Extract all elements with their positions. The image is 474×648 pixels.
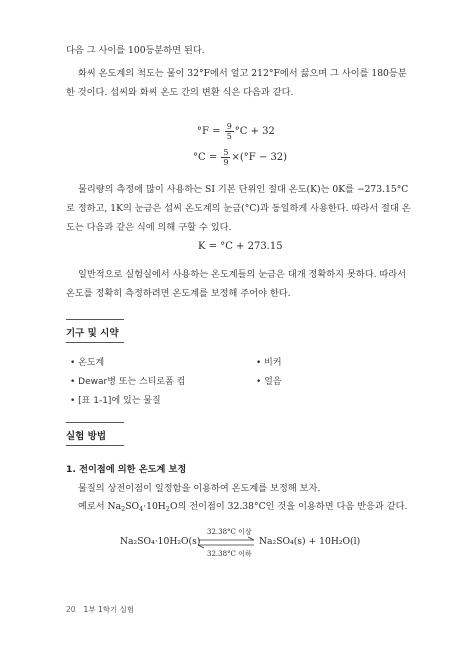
paragraph-kelvin: 물리량의 측정에 많이 사용하는 SI 기본 단위인 절대 온도(K)는 0K를 −273.15°C로 정하고, 1K의 눈금은 섭씨 온도계의 눈금(°C)과 동일하게 사용한다. 따라서 절대 온도는 다음과 같은 식에 의해 구할 수 있다.	[66, 184, 411, 233]
eq1-numerator: 9	[226, 122, 232, 131]
section-divider-bottom	[66, 445, 124, 446]
eq1-fraction	[225, 122, 234, 141]
reaction-reactant: Na₂SO₄·10H₂O(s)	[120, 536, 201, 547]
section-divider-top	[66, 422, 124, 423]
subscript: 2	[121, 505, 126, 513]
material-item: • [표 1-1]에 있는 물질	[70, 396, 161, 406]
example-text: O의 전이점이 32.38°C인 것을 이용하면 다음 반응과 같다.	[169, 501, 408, 512]
reaction-products: Na₂SO₄(s) + 10H₂O(l)	[259, 536, 361, 547]
example-text: SO	[125, 501, 140, 512]
reaction-condition-above: 32.38°C 이상	[207, 528, 252, 536]
section-heading-procedure: 실험 방법	[66, 431, 107, 442]
paragraph-intro-end: 다음 그 사이를 100등분하면 된다.	[66, 45, 205, 56]
eq2-left: °C =	[193, 152, 221, 163]
footer-section-label: 1부 1학기 실험	[83, 605, 135, 614]
reaction-condition-below: 32.38°C 이하	[207, 550, 252, 558]
equation-c-to-f	[197, 122, 275, 141]
page-number: 20	[66, 605, 76, 614]
subscript: 2	[165, 505, 170, 513]
page-footer	[66, 604, 134, 615]
eq1-right: °C + 32	[234, 126, 275, 137]
equation-kelvin: K = °C + 273.15	[198, 241, 283, 252]
eq2-denominator: 9	[223, 158, 229, 167]
section-heading-materials: 기구 및 시약	[66, 328, 119, 339]
example-text: ·10H	[143, 501, 166, 512]
example-text: 예로서 Na	[78, 501, 122, 512]
paragraph-phase-transition: 물질의 상전이점이 일정함을 이용하여 온도계를 보정해 보자.	[78, 483, 321, 494]
paragraph-calibration: 일반적으로 실험실에서 사용하는 온도계들의 눈금은 대개 정확하지 못하다. 따라서 온도를 정확히 측정하려면 온도계를 보정해 주어야 한다.	[66, 269, 407, 299]
equilibrium-arrow-icon	[196, 536, 256, 550]
subscript: 4	[139, 505, 144, 513]
material-item: • 온도계	[70, 358, 105, 368]
section-divider-top	[66, 319, 124, 320]
eq2-fraction	[221, 148, 230, 167]
equation-f-to-c	[193, 148, 287, 167]
material-item: • 비커	[256, 358, 282, 368]
eq1-denominator: 5	[226, 132, 232, 141]
eq2-numerator: 5	[223, 148, 229, 157]
material-item: • 얼음	[256, 377, 282, 387]
eq1-left: °F =	[197, 126, 224, 137]
material-item: • Dewar병 또는 스티로폼 컵	[70, 377, 186, 387]
section-divider-bottom	[66, 342, 124, 343]
paragraph-example	[66, 497, 411, 519]
paragraph-fahrenheit: 화씨 온도계의 척도는 물이 32°F에서 얼고 212°F에서 끓으며 그 사이를 180등분한 것이다. 섭씨와 화씨 온도 간의 변환 식은 다음과 같다.	[66, 68, 407, 98]
eq2-right: ×(°F − 32)	[231, 152, 288, 163]
subheading-transition-point: 1. 전이점에 의한 온도계 보정	[66, 464, 187, 475]
